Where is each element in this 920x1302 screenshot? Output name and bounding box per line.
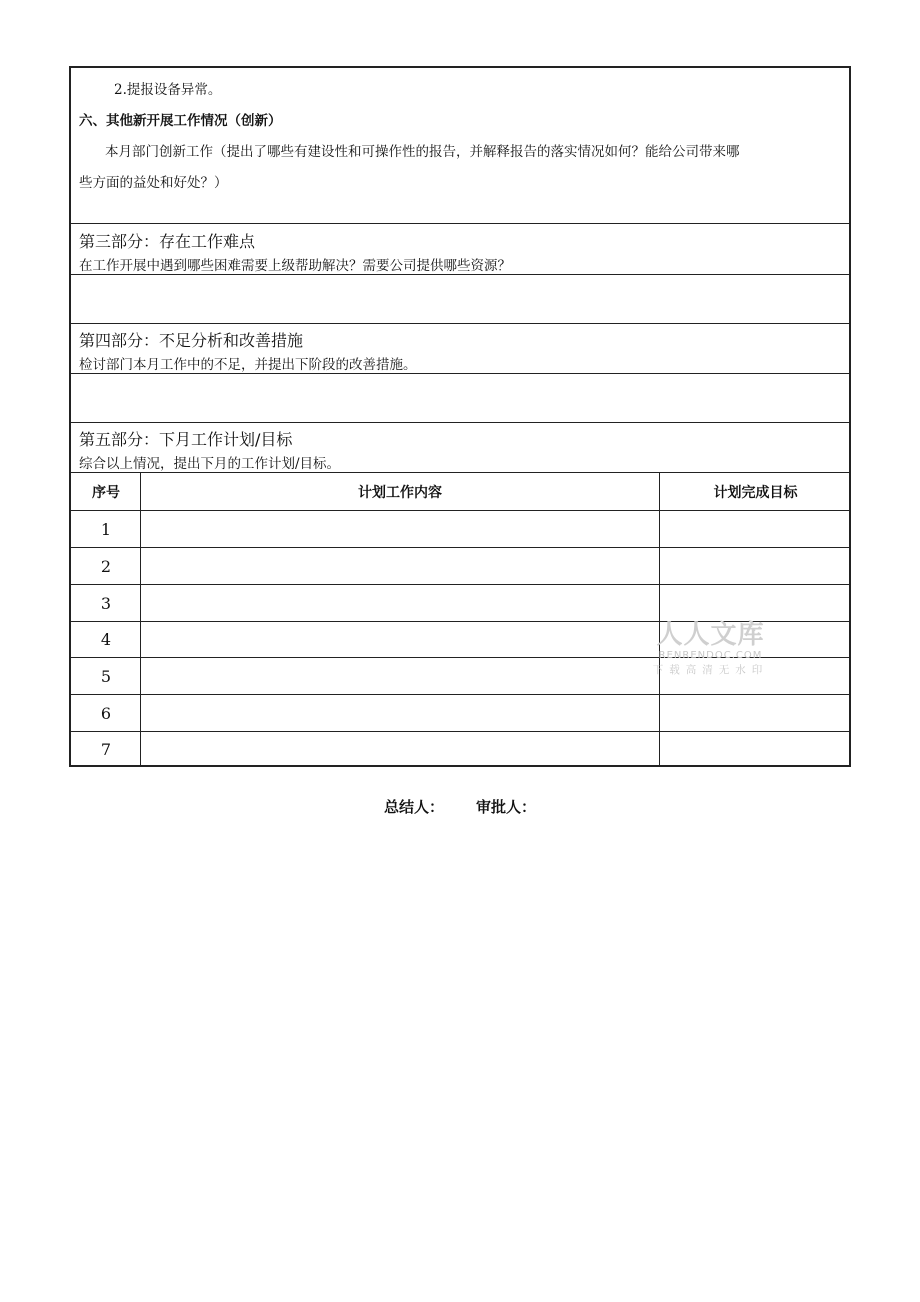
section6-heading: 六、其他新开展工作情况（创新）	[79, 113, 282, 129]
row-content-cell[interactable]	[143, 697, 655, 729]
watermark-logo	[648, 620, 773, 678]
watermark-url: RENRENDOC.COM	[658, 650, 763, 661]
row-content-cell[interactable]	[143, 587, 655, 619]
part3-answer-field[interactable]	[75, 278, 845, 320]
row-target-cell[interactable]	[662, 734, 848, 764]
row-target-cell[interactable]	[662, 513, 848, 545]
divider	[71, 274, 849, 275]
section6-paragraph-line2: 些方面的益处和好处？）	[79, 175, 228, 191]
divider	[71, 731, 849, 732]
divider	[71, 323, 849, 324]
row-number: 5	[100, 667, 112, 686]
watermark-main-text: 人人文库	[656, 620, 765, 650]
row-content-cell[interactable]	[143, 660, 655, 692]
section6-paragraph-line1: 本月部门创新工作（提出了哪些有建设性和可操作性的报告，并解释报告的落实情况如何？能给公司带来哪	[105, 144, 740, 160]
row-content-cell[interactable]	[143, 734, 655, 764]
row-number: 7	[100, 740, 112, 759]
part3-title: 第三部分：存在工作难点	[79, 232, 256, 251]
part3-description: 在工作开展中遇到哪些困难需要上级帮助解决？需要公司提供哪些资源？	[79, 258, 511, 274]
row-number: 3	[100, 594, 112, 613]
item-2-text: 2.提报设备异常。	[114, 82, 222, 98]
row-target-cell[interactable]	[662, 550, 848, 582]
watermark-subtitle: 下载高清无水印	[652, 664, 769, 676]
part5-title: 第五部分：下月工作计划/目标	[79, 430, 293, 449]
part4-description: 检讨部门本月工作中的不足，并提出下阶段的改善措施。	[79, 357, 417, 373]
divider	[71, 422, 849, 423]
row-target-cell[interactable]	[662, 697, 848, 729]
row-content-cell[interactable]	[143, 550, 655, 582]
row-number: 6	[100, 704, 112, 723]
divider	[71, 510, 849, 511]
header-plan-content: 计划工作内容	[358, 485, 442, 501]
divider	[71, 223, 849, 224]
divider	[71, 694, 849, 695]
part4-title: 第四部分：不足分析和改善措施	[79, 331, 304, 350]
summarizer-label: 总结人：	[384, 798, 445, 816]
header-seq: 序号	[92, 485, 120, 501]
divider	[71, 472, 849, 473]
row-content-cell[interactable]	[143, 624, 655, 656]
row-number: 4	[100, 630, 112, 649]
part5-description: 综合以上情况，提出下月的工作计划/目标。	[79, 456, 341, 472]
part4-answer-field[interactable]	[75, 377, 845, 419]
divider	[71, 373, 849, 374]
row-content-cell[interactable]	[143, 513, 655, 545]
divider	[71, 547, 849, 548]
header-plan-target: 计划完成目标	[713, 485, 798, 501]
row-number: 1	[100, 520, 112, 539]
row-target-cell[interactable]	[662, 587, 848, 619]
divider	[71, 584, 849, 585]
approver-label: 审批人：	[476, 798, 537, 816]
row-number: 2	[100, 557, 112, 576]
